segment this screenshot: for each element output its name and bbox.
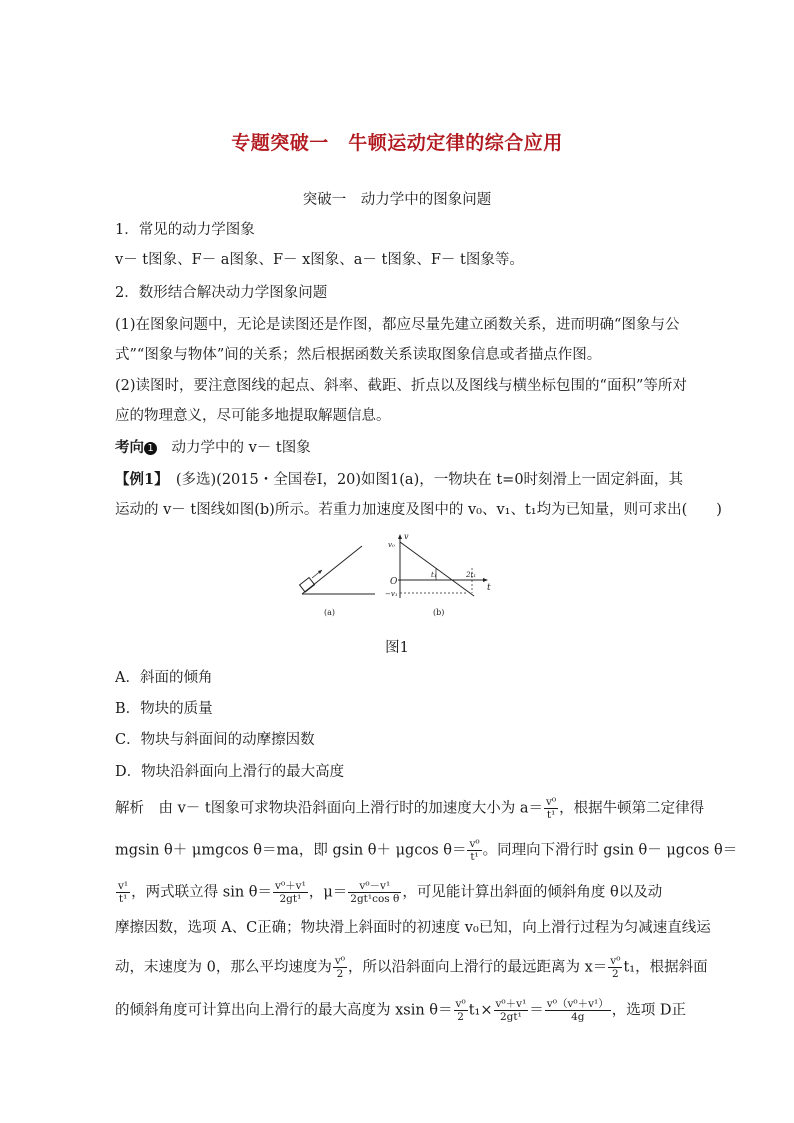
example-text1: (多选)(2015・全国卷Ⅰ，20)如图1(a)，一物块在 t=0时刻滑上一固定斜面，其 [161,472,684,488]
t1-label: t₁ [431,571,437,579]
kaoxiang-text: 动力学中的 v－ t图象 [157,440,311,456]
fraction: $\frac{\text{v⁰}}{2}$ [334,955,345,980]
figure-1 [290,530,510,630]
example-line2: 运动的 v－ t图线如图(b)所示。若重力加速度及图中的 v₀、v₁、t₁均为已知量，则可求出( ) [115,502,722,518]
kaoxiang-prefix: 考向 [115,439,144,456]
page-title: 专题突破一 牛顿运动定律的综合应用 [231,132,563,154]
origin-label: O [390,577,398,587]
analysis-text: mgsin θ＋ μmgcos θ＝ma，即 gsin θ＋ μgcos θ＝ [115,842,467,859]
section-subtitle: 突破一 动力学中的图象问题 [302,192,492,208]
sec2-p2-line2: 应的物理意义，尽可能多地提取解题信息。 [115,408,391,424]
analysis-line1 [115,796,705,821]
fraction: $\frac{\text{v⁰}}{2}$ [610,955,621,980]
option-b: B．物块的质量 [115,701,213,717]
option-d: D．物块沿斜面向上滑行的最大高度 [115,764,345,780]
figure-caption: 图1 [385,640,409,656]
axis-t-label: t [487,583,491,593]
option-c: C．物块与斜面间的动摩擦因数 [115,732,315,748]
analysis-line5 [115,955,708,980]
analysis-text: ，μ＝ [308,884,348,901]
analysis-text: ，可见能计算出斜面的倾斜角度 θ以及动 [402,884,663,901]
fraction: $\frac{\text{v⁰}}{\text{t¹}}$ [546,796,557,821]
label-a: (a) [324,608,336,617]
sec2-p1-line2: 式”“图象与物体”间的关系；然后根据函数关系读取图象信息或者描点作图。 [115,347,602,363]
axis-v-label: v [404,532,409,541]
analysis-line2 [115,838,738,863]
option-a: A．斜面的倾角 [115,670,213,686]
incline-diagram [300,546,375,617]
v0-label: v₀ [388,541,395,549]
analysis-text: 解析 由 v－ t图象可求物块沿斜面向上滑行时的加速度大小为 a＝ [115,800,543,817]
fraction: $\frac{\text{v⁰＋v¹}}{\text{2gt¹}}$ [495,998,527,1023]
analysis-line6 [115,998,686,1023]
sec2-p1-line1: (1)在图象问题中，无论是读图还是作图，都应尽量先建立函数关系，进而明确“图象与公 [115,317,680,333]
fraction: $\frac{\text{v⁰}}{\text{t¹}}$ [469,838,480,863]
fraction: $\frac{\text{v⁰}}{2}$ [455,998,466,1023]
analysis-text: ＝ [529,1002,544,1019]
circled-number-icon: 1 [144,442,157,455]
fraction: $\frac{\text{v⁰（v⁰＋v¹）}}{4g}$ [546,998,609,1023]
v1-label: −v₁ [385,590,398,598]
label-b: (b) [433,608,445,617]
analysis-text: 。同理向下滑行时 gsin θ－ μgcos θ＝ [482,842,738,859]
analysis-text: 的倾斜角度可计算出向上滑行的最大高度为 xsin θ＝ [115,1002,453,1019]
analysis-text: ，根据牛顿第二定律得 [559,800,705,817]
analysis-text: ，所以沿斜面向上滑行的最远距离为 x＝ [348,959,608,976]
analysis-text: ，两式联立得 sin θ＝ [131,884,273,901]
analysis-text: t₁× [468,1002,493,1019]
vt-graph [385,532,491,617]
analysis-text: 动，末速度为 0，那么平均速度为 [115,959,332,976]
example-line1 [115,470,684,490]
sec1-text: v－ t图象、F－ a图象、F－ x图象、a－ t图象、F－ t图象等。 [115,252,524,268]
sec1-heading: 1．常见的动力学图象 [115,222,255,238]
analysis-line3 [115,880,680,905]
kaoxiang-line [115,438,680,458]
sec2-heading: 2．数形结合解决动力学图象问题 [115,285,328,301]
fraction: $\frac{\text{v⁰＋v¹}}{\text{2gt¹}}$ [275,880,306,905]
analysis-line4: 摩擦因数，选项 A、C正确；物块滑上斜面时的初速度 v₀已知，向上滑行过程为匀减速直线运 [115,920,711,936]
t2-label: 2t₁ [466,571,477,579]
analysis-text: t₁，根据斜面 [623,959,708,976]
example-tag: 【例1】 [115,471,162,488]
analysis-text: ，选项 D正 [611,1002,686,1019]
fraction: $\frac{\text{v¹}}{\text{t¹}}$ [118,880,129,905]
sec2-p2-line1: (2)读图时，要注意图线的起点、斜率、截距、折点以及图线与横坐标包围的“面积”等所对 [115,378,687,394]
fraction: $\frac{\text{v⁰－v¹}}{\text{2gt¹cos θ}}$ [350,880,400,905]
